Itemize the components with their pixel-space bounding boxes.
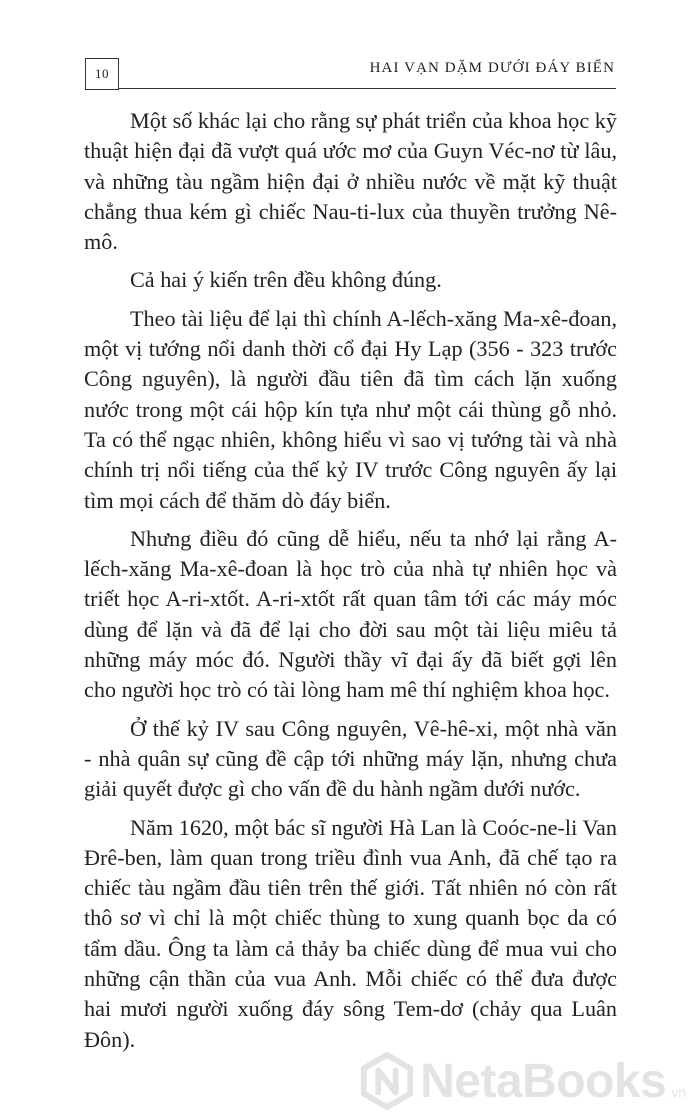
netabooks-logo-icon bbox=[358, 1052, 416, 1110]
running-header-title: HAI VẠN DẶM DƯỚI ĐÁY BIỂN bbox=[369, 60, 615, 76]
paragraph: Cả hai ý kiến trên đều không đúng. bbox=[130, 267, 442, 293]
paragraph: Nhưng điều đó cũng dễ hiểu, nếu ta nhớ lại rằng A-lếch-xăng Ma-xê-đoan là học trò của nhà tự nhiên học và triết học A-ri-xtốt. A-ri-xtốt rất quan tâm tới các máy móc dùng để lặn và đã để lại cho đời sau một tài liệu miêu tả những máy móc đó. Người thầy vĩ đại ấy đã biết gợi lên cho người học trò có tài lòng ham mê thí nghiệm khoa học. bbox=[84, 525, 617, 703]
watermark-text: NetaBooks bbox=[420, 1054, 667, 1108]
body-text bbox=[84, 106, 617, 1063]
header-rule bbox=[119, 88, 616, 89]
paragraph: Ở thế kỷ IV sau Công nguyên, Vê-hê-xi, một nhà văn - nhà quân sự cũng đề cập tới những máy lặn, nhưng chưa giải quyết được gì cho vấn đề du hành ngầm dưới nước. bbox=[84, 715, 617, 802]
paragraph: Một số khác lại cho rằng sự phát triển của khoa học kỹ thuật hiện đại đã vượt quá ước mơ của Guyn Véc-nơ từ lâu, và những tàu ngầm hiện đại ở nhiều nước về mặt kỹ thuật chẳng thua kém gì chiếc Nau-ti-lux của thuyền trưởng Nê-mô. bbox=[84, 108, 617, 255]
watermark-suffix: .vn bbox=[667, 1084, 686, 1100]
paragraph: Theo tài liệu để lại thì chính A-lếch-xăng Ma-xê-đoan, một vị tướng nổi danh thời cổ đại Hy Lạp (356 - 323 trước Công nguyên), là người đầu tiên đã tìm cách lặn xuống nước trong một cái hộp kín tựa như một cái thùng gỗ nhỏ. Ta có thể ngạc nhiên, không hiểu vì sao vị tướng tài và nhà chính trị nổi tiếng của thế kỷ IV trước Công nguyên ấy lại tìm mọi cách để thăm dò đáy biển. bbox=[84, 305, 617, 513]
paragraph: Năm 1620, một bác sĩ người Hà Lan là Coóc-ne-li Van Đrê-ben, làm quan trong triều đình vua Anh, đã chế tạo ra chiếc tàu ngầm đầu tiên trên thế giới. Tất nhiên nó còn rất thô sơ vì chỉ là một chiếc thùng to xung quanh bọc da có tẩm dầu. Ông ta làm cả thảy ba chiếc dùng để mua vui cho những cận thần của vua Anh. Mỗi chiếc có thể đưa được hai mươi người xuống đáy sông Tem-dơ (chảy qua Luân Đôn). bbox=[84, 814, 617, 1052]
page-number: 10 bbox=[85, 58, 119, 90]
watermark bbox=[358, 1052, 686, 1110]
